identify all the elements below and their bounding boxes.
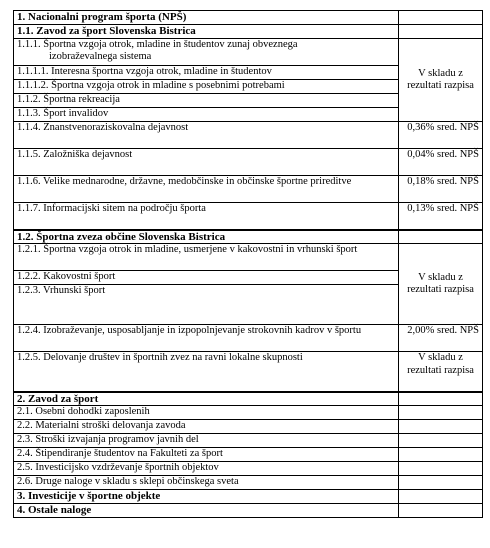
- table-row: [14, 490, 483, 504]
- value-cell: [399, 490, 483, 504]
- value-cell: [399, 476, 483, 490]
- row-label: 1.1.3. Šport invalidov: [14, 108, 399, 122]
- row-label: 1.1.7. Informacijski sitem na področju športa: [14, 203, 399, 230]
- section-heading: 1. Nacionalni program športa (NPŠ): [14, 11, 399, 25]
- table-row: [14, 462, 483, 476]
- value-cell: [399, 420, 483, 434]
- table-row: [14, 176, 483, 203]
- row-label: 1.1.2. Športna rekreacija: [14, 94, 399, 108]
- row-label: 2.1. Osebni dohodki zaposlenih: [14, 406, 399, 420]
- row-label: 1.2.2. Kakovostni šport: [14, 271, 399, 285]
- table-row: [14, 149, 483, 176]
- row-label: 2.4. Štipendiranje študentov na Fakulteti za šport: [14, 448, 399, 462]
- subsection-heading: 1.1. Zavod za šport Slovenska Bistrica: [14, 25, 399, 39]
- table-cell: [14, 39, 399, 66]
- row-label: 2.6. Druge naloge v skladu s sklepi občinskega sveta: [14, 476, 399, 490]
- row-label: 1.2.4. Izobraževanje, usposabljanje in izpopolnjevanje strokovnih kadrov v športu: [14, 325, 399, 352]
- value-cell: 0,36% sred. NPŠ: [399, 122, 483, 149]
- table-row: [14, 11, 483, 25]
- table-row: [14, 434, 483, 448]
- table-row: [14, 244, 483, 271]
- table-row: [14, 352, 483, 392]
- value-cell: [399, 434, 483, 448]
- value-cell: 0,13% sred. NPŠ: [399, 203, 483, 230]
- value-cell: V skladu z rezultati razpisa: [399, 352, 483, 392]
- table-row: [14, 420, 483, 434]
- table-row: [14, 122, 483, 149]
- table-row: [14, 476, 483, 490]
- row-label: 1.2.5. Delovanje društev in športnih zvez na ravni lokalne skupnosti: [14, 352, 399, 392]
- row-label: 1.1.5. Založniška dejavnost: [14, 149, 399, 176]
- table-row: [14, 203, 483, 230]
- table-cell: [14, 176, 399, 203]
- value-cell: [399, 504, 483, 518]
- value-cell: [399, 230, 483, 244]
- row-label: 1.2.3. Vrhunski šport: [14, 285, 399, 325]
- table-row: [14, 406, 483, 420]
- table-row: [14, 25, 483, 39]
- table-row: [14, 448, 483, 462]
- program-table: [13, 10, 483, 518]
- value-cell-merged: V skladu z rezultati razpisa: [399, 244, 483, 325]
- value-cell: [399, 448, 483, 462]
- row-label: 2.3. Stroški izvajanja programov javnih del: [14, 434, 399, 448]
- row-label: 1.1.1.1. Interesna športna vzgoja otrok, mladine in študentov: [14, 66, 399, 80]
- value-cell: 0,04% sred. NPŠ: [399, 149, 483, 176]
- row-label: 1.2.1. Športna vzgoja otrok in mladine, usmerjene v kakovostni in vrhunski šport: [14, 244, 399, 271]
- value-cell-merged: V skladu z rezultati razpisa: [399, 39, 483, 122]
- section-heading: 4. Ostale naloge: [14, 504, 399, 518]
- value-cell: [399, 406, 483, 420]
- section-heading: 2. Zavod za šport: [14, 392, 399, 406]
- table-row: [14, 504, 483, 518]
- value-cell: [399, 25, 483, 39]
- row-label: 1.1.1.2. Športna vzgoja otrok in mladine s posebnimi potrebami: [14, 80, 399, 94]
- value-cell: [399, 462, 483, 476]
- table-row: [14, 392, 483, 406]
- value-cell: [399, 392, 483, 406]
- table-row: [14, 230, 483, 244]
- table-row: [14, 325, 483, 352]
- row-label: 1.1.4. Znanstvenoraziskovalna dejavnost: [14, 122, 399, 149]
- value-cell: 0,18% sred. NPŠ: [399, 176, 483, 203]
- subsection-heading: 1.2. Športna zveza občine Slovenska Bistrica: [14, 230, 399, 244]
- row-label: 1.1.6. Velike mednarodne, državne, medobčinske in občinske športne prireditve: [17, 176, 352, 187]
- row-label: 1.1.1. Športna vzgoja otrok, mladine in študentov zunaj obveznega: [17, 39, 298, 50]
- row-label-continued: izobraževalnega sistema: [49, 51, 152, 62]
- row-label: 2.2. Materialni stroški delovanja zavoda: [14, 420, 399, 434]
- value-cell: 2,00% sred. NPŠ: [399, 325, 483, 352]
- section-heading: 3. Investicije v športne objekte: [14, 490, 399, 504]
- value-cell: [399, 11, 483, 25]
- table-row: [14, 39, 483, 66]
- row-label: 2.5. Investicijsko vzdrževanje športnih objektov: [14, 462, 399, 476]
